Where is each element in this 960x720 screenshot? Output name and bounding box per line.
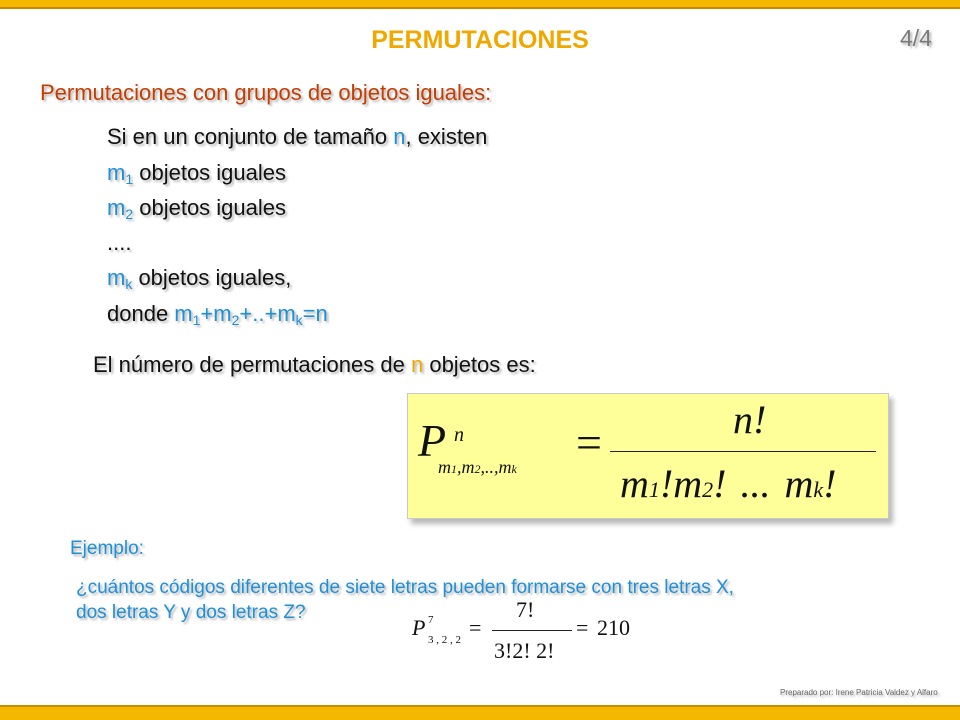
example-numerator: 7!: [516, 597, 535, 622]
den-part: !: [659, 461, 674, 506]
slide-title: PERMUTACIONES: [371, 26, 589, 54]
example-result: 210: [597, 615, 630, 640]
def-text: objetos iguales: [133, 160, 287, 185]
credit-text: Preparado por: Irene Patricia Valdez y Alfaro: [780, 688, 938, 697]
formula-sub-index: k: [511, 462, 517, 476]
statement-text: objetos es:: [423, 352, 536, 377]
def-sum-part: +m: [200, 301, 232, 326]
statement-var-n: n: [410, 352, 424, 377]
example-denominator: 3!2! 2!: [494, 638, 555, 663]
den-index: k: [813, 477, 824, 502]
example-formula: [412, 597, 632, 670]
def-sum-sub: 2: [231, 312, 240, 328]
section-subtitle: Permutaciones con grupos de objetos iguales:: [40, 80, 492, 105]
def-sum: [174, 301, 327, 326]
definition-line-4: ....: [107, 230, 132, 255]
example-P: P: [412, 615, 426, 640]
def-sum-part: =n: [302, 301, 328, 326]
statement-text: El número de permutaciones de: [93, 352, 411, 377]
formula-superscript: n: [454, 424, 464, 446]
def-text: , existen: [405, 124, 488, 149]
def-text: objetos iguales: [133, 195, 287, 220]
def-sub: 1: [125, 171, 134, 187]
top-bar-line: [0, 7, 960, 9]
example-label: Ejemplo:: [70, 538, 144, 559]
formula-sub-part: ,m: [457, 457, 475, 477]
example-superscript: 7: [428, 614, 434, 626]
formula-sub-part: m: [438, 457, 451, 477]
formula-sub-index: 2: [474, 462, 481, 476]
bottom-accent-bar: [0, 705, 960, 720]
definition-line-3: [107, 195, 286, 221]
definition-line-5: [107, 265, 291, 291]
den-part: !: [713, 461, 727, 506]
page-number: 4/4: [900, 25, 932, 51]
den-part: m: [673, 461, 703, 506]
formula-equals: =: [576, 417, 602, 468]
den-index: 2: [702, 477, 714, 502]
def-sum-sub: 1: [192, 312, 201, 328]
formula-P: P: [418, 415, 447, 466]
den-part: ...: [740, 461, 771, 506]
formula-box: [407, 393, 889, 519]
den-part: m: [784, 461, 814, 506]
definition-line-2: [107, 160, 286, 186]
example-question-line: ¿cuántos códigos diferentes de siete letras pueden formarse con tres letras X,: [76, 577, 734, 598]
def-var-m: m: [107, 160, 126, 185]
definition-line-6: [107, 301, 328, 327]
def-sum-sub: k: [295, 312, 303, 328]
formula-fraction-line: [610, 451, 876, 452]
def-text: objetos iguales,: [132, 265, 292, 290]
def-text: donde: [107, 301, 175, 326]
top-accent-bar: [0, 0, 960, 9]
den-part: !: [823, 461, 837, 506]
definition-line-1: [107, 124, 487, 150]
example-subscript: 3 , 2 , 2: [428, 634, 461, 646]
example-question: [76, 575, 734, 625]
formula-sub-part: ,..,m: [480, 457, 512, 477]
bottom-bar-line: [0, 705, 960, 707]
formula-denominator: [620, 460, 836, 507]
def-sum-part: +..+m: [239, 301, 296, 326]
example-question-line: dos letras Y y dos letras Z?: [76, 602, 306, 623]
example-fraction-line: [492, 630, 572, 631]
formula-numerator: n!: [733, 397, 767, 442]
def-sub: k: [125, 276, 133, 292]
example-equals-2: =: [576, 615, 589, 640]
def-text: Si en un conjunto de tamaño: [107, 124, 394, 149]
formula-sub-index: 1: [451, 462, 457, 476]
def-var-m: m: [107, 195, 126, 220]
def-var-n: n: [393, 124, 406, 149]
statement-line: [93, 352, 536, 378]
example-equals-1: =: [469, 615, 482, 640]
formula-subscript: [438, 457, 517, 478]
def-var-m: m: [107, 265, 126, 290]
def-sum-part: m: [174, 301, 193, 326]
den-part: m: [620, 461, 649, 506]
def-sub: 2: [125, 206, 134, 222]
den-index: 1: [648, 477, 660, 502]
